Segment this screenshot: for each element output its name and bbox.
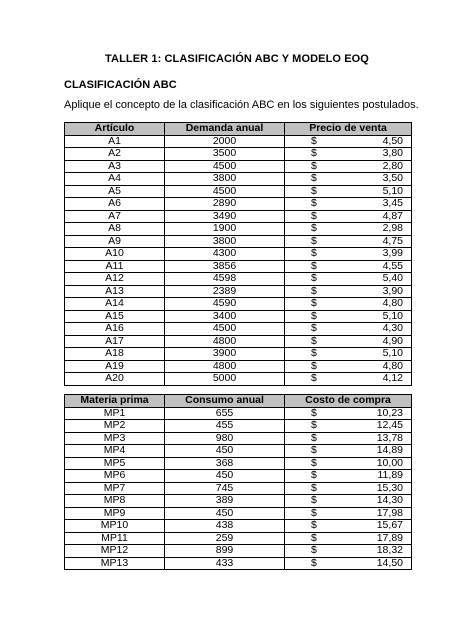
currency-symbol: $ — [311, 210, 317, 222]
item-code-cell: MP8 — [65, 495, 165, 508]
currency-symbol: $ — [311, 335, 317, 347]
currency-symbol: $ — [311, 160, 317, 172]
articles-table — [64, 122, 412, 386]
amount-value: 4,90 — [382, 335, 403, 347]
quantity-cell: 3490 — [165, 210, 285, 223]
amount-value: 3,99 — [382, 247, 403, 260]
currency-symbol: $ — [311, 557, 317, 569]
item-code-cell: A5 — [65, 185, 165, 198]
amount-value: 18,32 — [376, 544, 403, 557]
currency-symbol: $ — [311, 532, 317, 544]
amount-value: 4,12 — [382, 372, 403, 385]
table-row — [65, 373, 412, 386]
table-row — [65, 323, 412, 336]
table-row — [65, 420, 412, 433]
item-code-cell: A14 — [65, 298, 165, 311]
item-code-cell: A12 — [65, 273, 165, 286]
item-code-cell: A3 — [65, 160, 165, 173]
amount-value: 5,10 — [382, 347, 403, 360]
currency-symbol: $ — [311, 285, 317, 297]
item-code-cell: MP5 — [65, 457, 165, 470]
table-row — [65, 407, 412, 420]
quantity-cell: 3800 — [165, 235, 285, 248]
currency-symbol: $ — [311, 507, 317, 519]
item-code-cell: MP13 — [65, 557, 165, 570]
currency-symbol: $ — [311, 419, 317, 432]
price-cell — [285, 323, 412, 336]
table-row — [65, 432, 412, 445]
item-code-cell: MP12 — [65, 545, 165, 558]
currency-symbol: $ — [311, 172, 317, 185]
quantity-cell: 259 — [165, 532, 285, 545]
amount-value: 17,89 — [376, 532, 403, 544]
item-code-cell: A9 — [65, 235, 165, 248]
price-cell — [285, 445, 412, 458]
amount-value: 14,89 — [376, 444, 403, 457]
amount-value: 3,45 — [382, 197, 403, 210]
materials-table-body — [65, 407, 412, 570]
articles-table-body — [65, 135, 412, 385]
table-row — [65, 223, 412, 236]
price-cell — [285, 335, 412, 348]
price-cell — [285, 360, 412, 373]
item-code-cell: A13 — [65, 285, 165, 298]
quantity-cell: 438 — [165, 520, 285, 533]
table-row — [65, 360, 412, 373]
table-row — [65, 348, 412, 361]
amount-value: 5,10 — [382, 185, 403, 197]
price-cell — [285, 235, 412, 248]
currency-symbol: $ — [311, 297, 317, 310]
quantity-cell: 450 — [165, 445, 285, 458]
amount-value: 3,90 — [382, 285, 403, 297]
table-row — [65, 457, 412, 470]
instruction-text: Aplique el concepto de la clasificación ABC en los siguientes postulados. — [64, 99, 419, 111]
item-code-cell: A16 — [65, 323, 165, 336]
table-row — [65, 160, 412, 173]
price-cell — [285, 310, 412, 323]
amount-value: 12,45 — [376, 419, 403, 432]
amount-value: 14,50 — [376, 557, 403, 569]
item-code-cell: A8 — [65, 223, 165, 236]
item-code-cell: A11 — [65, 260, 165, 273]
price-cell — [285, 173, 412, 186]
price-cell — [285, 185, 412, 198]
price-cell — [285, 457, 412, 470]
quantity-cell: 4800 — [165, 335, 285, 348]
currency-symbol: $ — [311, 247, 317, 260]
price-cell — [285, 507, 412, 520]
quantity-cell: 5000 — [165, 373, 285, 386]
amount-value: 11,89 — [377, 469, 403, 482]
currency-symbol: $ — [311, 519, 317, 532]
table-row — [65, 557, 412, 570]
section-title: CLASIFICACIÓN ABC — [64, 79, 177, 91]
quantity-cell: 4598 — [165, 273, 285, 286]
amount-value: 3,80 — [382, 147, 403, 160]
item-code-cell: A1 — [65, 135, 165, 148]
currency-symbol: $ — [311, 544, 317, 557]
amount-value: 4,30 — [382, 322, 403, 335]
price-cell — [285, 348, 412, 361]
quantity-cell: 368 — [165, 457, 285, 470]
item-code-cell: MP10 — [65, 520, 165, 533]
item-code-cell: MP7 — [65, 482, 165, 495]
table-row — [65, 148, 412, 161]
currency-symbol: $ — [311, 444, 317, 457]
table-row — [65, 235, 412, 248]
quantity-cell: 3400 — [165, 310, 285, 323]
quantity-cell: 980 — [165, 432, 285, 445]
table-row — [65, 310, 412, 323]
quantity-cell: 4500 — [165, 185, 285, 198]
item-code-cell: A2 — [65, 148, 165, 161]
table-row — [65, 520, 412, 533]
table-row — [65, 470, 412, 483]
item-code-cell: A7 — [65, 210, 165, 223]
item-code-cell: A10 — [65, 248, 165, 261]
price-cell — [285, 223, 412, 236]
price-cell — [285, 420, 412, 433]
quantity-cell: 450 — [165, 470, 285, 483]
currency-symbol: $ — [311, 457, 317, 469]
currency-symbol: $ — [311, 432, 317, 444]
quantity-cell: 4500 — [165, 323, 285, 336]
item-code-cell: A20 — [65, 373, 165, 386]
amount-value: 14,30 — [376, 494, 403, 507]
amount-value: 4,50 — [382, 135, 403, 147]
amount-value: 5,10 — [382, 310, 403, 322]
quantity-cell: 4800 — [165, 360, 285, 373]
currency-symbol: $ — [311, 272, 317, 285]
table-row — [65, 298, 412, 311]
table-row — [65, 495, 412, 508]
header-materia-prima: Materia prima — [65, 395, 165, 408]
amount-value: 15,30 — [376, 482, 403, 494]
currency-symbol: $ — [311, 372, 317, 385]
amount-value: 4,55 — [382, 260, 403, 272]
table-row — [65, 248, 412, 261]
currency-symbol: $ — [311, 360, 317, 372]
quantity-cell: 2389 — [165, 285, 285, 298]
item-code-cell: MP3 — [65, 432, 165, 445]
quantity-cell: 2890 — [165, 198, 285, 211]
amount-value: 13,78 — [376, 432, 403, 444]
amount-value: 10,23 — [376, 407, 403, 419]
table-row — [65, 545, 412, 558]
currency-symbol: $ — [311, 235, 317, 247]
amount-value: 17,98 — [376, 507, 403, 519]
price-cell — [285, 432, 412, 445]
table-row — [65, 482, 412, 495]
price-cell — [285, 495, 412, 508]
currency-symbol: $ — [311, 185, 317, 197]
price-cell — [285, 198, 412, 211]
table-row — [65, 273, 412, 286]
quantity-cell: 1900 — [165, 223, 285, 236]
table-row — [65, 185, 412, 198]
item-code-cell: A4 — [65, 173, 165, 186]
header-demanda-anual: Demanda anual — [165, 123, 285, 136]
quantity-cell: 450 — [165, 507, 285, 520]
currency-symbol: $ — [311, 494, 317, 507]
quantity-cell: 899 — [165, 545, 285, 558]
materials-table — [64, 394, 412, 570]
item-code-cell: A15 — [65, 310, 165, 323]
table-row — [65, 210, 412, 223]
header-costo-compra: Costo de compra — [285, 395, 412, 408]
amount-value: 10,00 — [376, 457, 403, 469]
table-header-row — [65, 123, 412, 136]
header-consumo-anual: Consumo anual — [165, 395, 285, 408]
table-row — [65, 445, 412, 458]
item-code-cell: MP2 — [65, 420, 165, 433]
item-code-cell: A17 — [65, 335, 165, 348]
amount-value: 2,98 — [382, 222, 403, 235]
item-code-cell: MP9 — [65, 507, 165, 520]
table-row — [65, 335, 412, 348]
quantity-cell: 2000 — [165, 135, 285, 148]
item-code-cell: MP6 — [65, 470, 165, 483]
quantity-cell: 4500 — [165, 160, 285, 173]
currency-symbol: $ — [311, 147, 317, 160]
item-code-cell: A19 — [65, 360, 165, 373]
amount-value: 4,75 — [382, 235, 403, 247]
price-cell — [285, 285, 412, 298]
quantity-cell: 4300 — [165, 248, 285, 261]
amount-value: 15,67 — [376, 519, 403, 532]
quantity-cell: 3900 — [165, 348, 285, 361]
table-header-row — [65, 395, 412, 408]
quantity-cell: 4590 — [165, 298, 285, 311]
currency-symbol: $ — [311, 322, 317, 335]
price-cell — [285, 407, 412, 420]
table-row — [65, 285, 412, 298]
price-cell — [285, 557, 412, 570]
price-cell — [285, 273, 412, 286]
amount-value: 4,80 — [382, 360, 403, 372]
table-row — [65, 173, 412, 186]
amount-value: 2,80 — [382, 160, 403, 172]
price-cell — [285, 470, 412, 483]
amount-value: 4,87 — [382, 210, 403, 222]
header-precio-venta: Precio de venta — [285, 123, 412, 136]
currency-symbol: $ — [311, 310, 317, 322]
price-cell — [285, 148, 412, 161]
price-cell — [285, 545, 412, 558]
document-title: TALLER 1: CLASIFICACIÓN ABC Y MODELO EOQ — [105, 53, 369, 65]
price-cell — [285, 260, 412, 273]
currency-symbol: $ — [311, 222, 317, 235]
item-code-cell: MP1 — [65, 407, 165, 420]
currency-symbol: $ — [311, 469, 317, 482]
currency-symbol: $ — [311, 260, 317, 272]
quantity-cell: 3856 — [165, 260, 285, 273]
price-cell — [285, 248, 412, 261]
currency-symbol: $ — [311, 135, 317, 147]
item-code-cell: A18 — [65, 348, 165, 361]
table-row — [65, 260, 412, 273]
item-code-cell: A6 — [65, 198, 165, 211]
quantity-cell: 433 — [165, 557, 285, 570]
table-row — [65, 532, 412, 545]
quantity-cell: 389 — [165, 495, 285, 508]
quantity-cell: 655 — [165, 407, 285, 420]
header-articulo: Artículo — [65, 123, 165, 136]
quantity-cell: 3800 — [165, 173, 285, 186]
table-row — [65, 198, 412, 211]
table-row — [65, 135, 412, 148]
amount-value: 3,50 — [382, 172, 403, 185]
price-cell — [285, 482, 412, 495]
price-cell — [285, 298, 412, 311]
amount-value: 5,40 — [382, 272, 403, 285]
amount-value: 4,80 — [382, 297, 403, 310]
price-cell — [285, 160, 412, 173]
quantity-cell: 455 — [165, 420, 285, 433]
currency-symbol: $ — [311, 482, 317, 494]
table-row — [65, 507, 412, 520]
currency-symbol: $ — [311, 347, 317, 360]
price-cell — [285, 210, 412, 223]
currency-symbol: $ — [311, 407, 317, 419]
item-code-cell: MP4 — [65, 445, 165, 458]
quantity-cell: 3500 — [165, 148, 285, 161]
item-code-cell: MP11 — [65, 532, 165, 545]
price-cell — [285, 532, 412, 545]
quantity-cell: 745 — [165, 482, 285, 495]
currency-symbol: $ — [311, 197, 317, 210]
price-cell — [285, 520, 412, 533]
price-cell — [285, 373, 412, 386]
price-cell — [285, 135, 412, 148]
